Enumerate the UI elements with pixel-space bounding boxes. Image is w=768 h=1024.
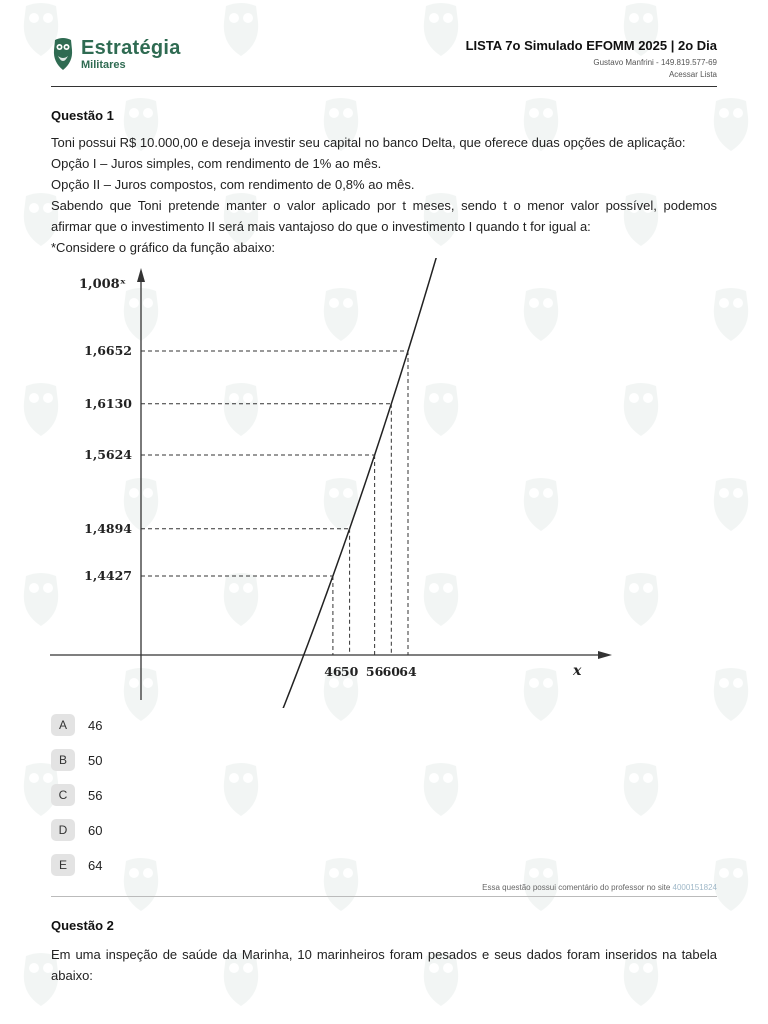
- x-tick-label: 64: [399, 664, 417, 679]
- option-b[interactable]: [51, 749, 102, 771]
- question-2-title: Questão 2: [51, 918, 114, 933]
- watermark-owl-icon: [620, 380, 662, 438]
- option-letter: D: [51, 819, 75, 841]
- watermark-owl-icon: [620, 570, 662, 628]
- exponential-graph: [46, 258, 618, 708]
- statement-line: Em uma inspeção de saúde da Marinha, 10 marinheiros foram pesados e seus dados foram inseridos na tabela: [51, 947, 717, 962]
- teacher-comment-note: [51, 883, 717, 897]
- option-value: 50: [88, 752, 103, 768]
- y-tick-label: 1,6130: [84, 395, 132, 411]
- watermark-owl-icon: [220, 760, 262, 818]
- option-value: 46: [88, 717, 103, 733]
- y-tick-label: 1,4427: [84, 568, 132, 583]
- comment-id-link[interactable]: 4000151824: [672, 883, 717, 892]
- brand-name: Estratégia: [81, 37, 181, 59]
- statement-line: afirmar que o investimento II será mais vantajoso do que o investimento I quando t for igual a:: [51, 219, 591, 234]
- watermark-owl-icon: [710, 475, 752, 533]
- x-tick-label: 46: [324, 664, 342, 679]
- option-e[interactable]: [51, 854, 102, 876]
- access-list-link[interactable]: Acessar Lista: [668, 70, 717, 79]
- y-tick-label: 1,6652: [84, 343, 132, 358]
- owl-logo-icon: [51, 36, 75, 72]
- y-tick-label: 1,5624: [84, 446, 132, 462]
- option-a[interactable]: [51, 714, 102, 736]
- x-axis-label: x: [573, 663, 582, 679]
- option-letter: E: [51, 854, 75, 876]
- statement-line: Opção II – Juros compostos, com rendimento de 0,8% ao mês.: [51, 177, 415, 192]
- statement-line: Sabendo que Toni pretende manter o valor aplicado por t meses, sendo t o menor valor possível, podemos: [51, 198, 717, 213]
- option-letter: B: [51, 749, 75, 771]
- comment-text: Essa questão possui comentário do professor no site: [482, 883, 671, 892]
- option-value: 56: [88, 787, 103, 803]
- watermark-owl-icon: [620, 760, 662, 818]
- statement-line: Toni possui R$ 10.000,00 e deseja investir seu capital no banco Delta, que oferece duas opções de aplicação:: [51, 135, 686, 150]
- function-curve: [49, 258, 437, 708]
- statement-line: abaixo:: [51, 968, 93, 983]
- watermark-owl-icon: [710, 285, 752, 343]
- option-letter: C: [51, 784, 75, 806]
- option-value: 64: [88, 857, 103, 873]
- question-2-statement: [51, 944, 717, 986]
- option-value: 60: [88, 822, 103, 838]
- statement-line: Opção I – Juros simples, com rendimento de 1% ao mês.: [51, 156, 382, 171]
- brand-logo: [51, 36, 181, 72]
- x-tick-label: 50: [340, 664, 359, 679]
- y-axis-arrow-icon: [137, 268, 145, 282]
- option-c[interactable]: [51, 784, 102, 806]
- y-axis-label: 1,008ˣ: [79, 277, 126, 292]
- question-1-title: Questão 1: [51, 108, 114, 123]
- y-tick-label: 1,4894: [84, 520, 132, 536]
- author-info: Gustavo Manfrini - 149.819.577-69: [593, 58, 717, 67]
- x-axis-arrow-icon: [598, 651, 612, 659]
- x-tick-label: 60: [382, 664, 401, 679]
- option-letter: A: [51, 714, 75, 736]
- question-1-statement: [51, 132, 717, 258]
- brand-subtitle: Militares: [81, 59, 126, 71]
- statement-line: *Considere o gráfico da função abaixo:: [51, 240, 276, 255]
- x-tick-label: 56: [365, 664, 384, 679]
- watermark-owl-icon: [710, 665, 752, 723]
- option-d[interactable]: [51, 819, 102, 841]
- document-title: LISTA 7o Simulado EFOMM 2025 | 2o Dia: [465, 38, 717, 53]
- watermark-owl-icon: [420, 760, 462, 818]
- page-header: [51, 36, 717, 87]
